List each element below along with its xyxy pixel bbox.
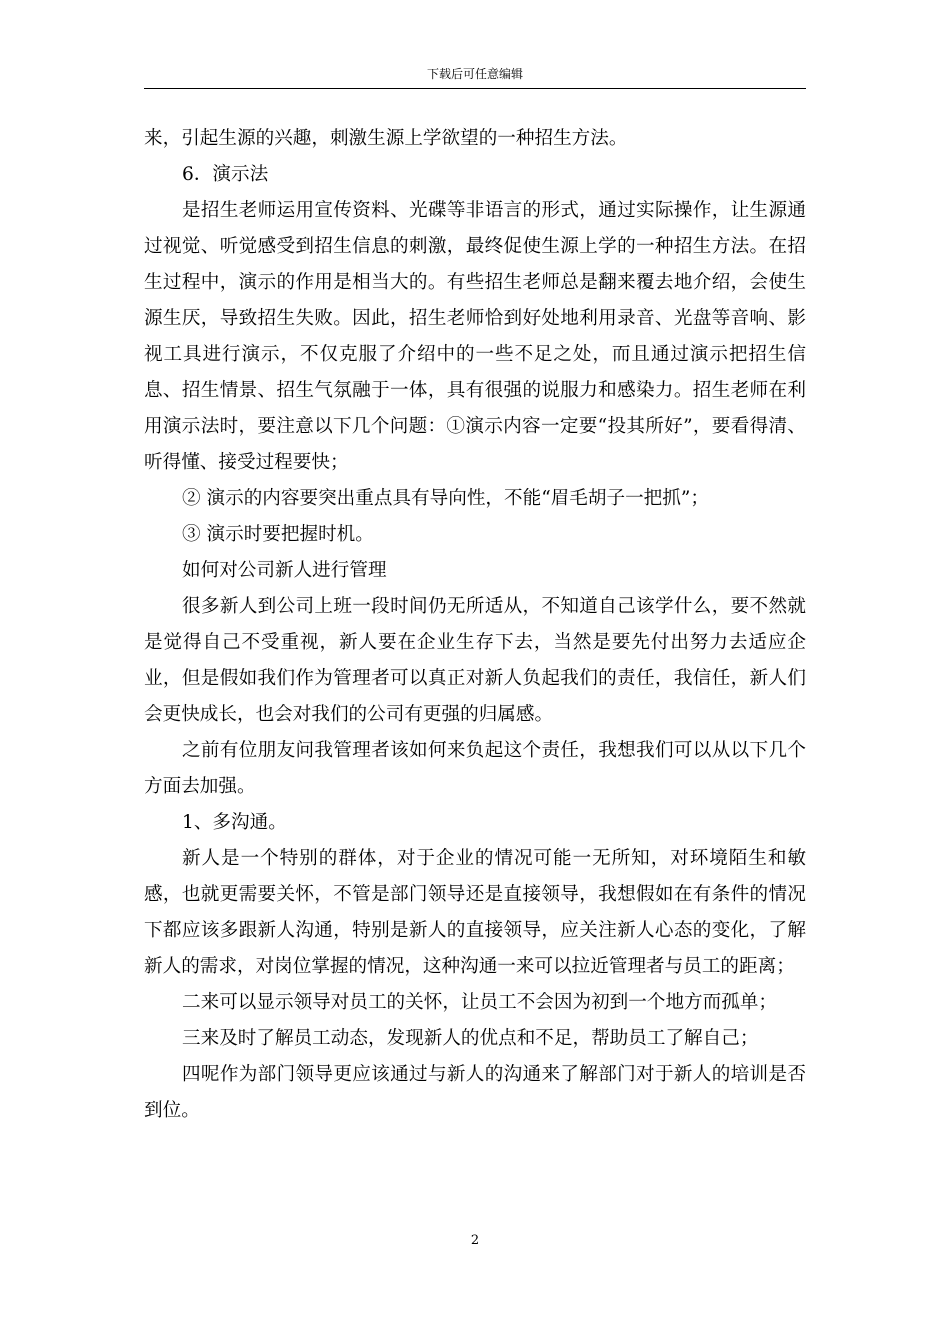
paragraph-point-3: ③ 演示时要把握时机。	[182, 524, 374, 545]
paragraph-friend-question: 之前有位朋友问我管理者该如何来负起这个责任，我想我们可以从以下几个方面去加强。	[144, 740, 806, 797]
paragraph-new-staff-intro: 很多新人到公司上班一段时间仍无所适从，不知道自己该学什么，要不然就是觉得自己不受重视，新人要在企业生存下去，当然是要先付出努力去适应企业，但是假如我们作为管理者可以真正对新人负起我们的责任，我信任，新人们会更快成长，也会对我们的公司有更强的归属感。	[144, 596, 806, 725]
section-heading-demonstration: 6．演示法	[182, 164, 269, 185]
page-header: 下载后可任意编辑	[426, 67, 523, 81]
subheading-communicate: 1、多沟通。	[182, 812, 287, 833]
paragraph-point-2: ② 演示的内容要突出重点具有导向性，不能“眉毛胡子一把抓”；	[182, 488, 709, 509]
paragraph-demonstration-method: 是招生老师运用宣传资料、光碟等非语言的形式，通过实际操作，让生源通过视觉、听觉感受到招生信息的刺激，最终促使生源上学的一种招生方法。在招生过程中，演示的作用是相当大的。有些招生老师总是翻来覆去地介绍，会使生源生厌，导致招生失败。因此，招生老师恰到好处地利用录音、光盘等音响、影视工具进行演示，不仅克服了介绍中的一些不足之处，而且通过演示把招生信息、招生情景、招生气氛融于一体，具有很强的说服力和感染力。招生老师在利用演示法时，要注意以下几个问题：①演示内容一定要“投其所好”，要看得清、听得懂、接受过程要快；	[144, 200, 806, 473]
header-divider	[144, 88, 806, 89]
paragraph-continuation: 来，引起生源的兴趣，刺激生源上学欲望的一种招生方法。	[144, 128, 628, 149]
paragraph-communicate-detail: 新人是一个特别的群体，对于企业的情况可能一无所知，对环境陌生和敏感，也就更需要关怀，不管是部门领导还是直接领导，我想假如在有条件的情况下都应该多跟新人沟通，特别是新人的直接领导，应关注新人心态的变化，了解新人的需求，对岗位掌握的情况，这种沟通一来可以拉近管理者与员工的距离；	[144, 848, 806, 977]
page-number: 2	[470, 1233, 480, 1248]
paragraph-third-benefit: 三来及时了解员工动态，发现新人的优点和不足，帮助员工了解自己；	[182, 1028, 759, 1049]
paragraph-fourth-benefit: 四呢作为部门领导更应该通过与新人的沟通来了解部门对于新人的培训是否到位。	[144, 1064, 806, 1121]
section-heading-new-staff: 如何对公司新人进行管理	[182, 560, 387, 581]
paragraph-second-benefit: 二来可以显示领导对员工的关怀，让员工不会因为初到一个地方而孤单；	[182, 992, 778, 1013]
document-body	[144, 121, 806, 1129]
